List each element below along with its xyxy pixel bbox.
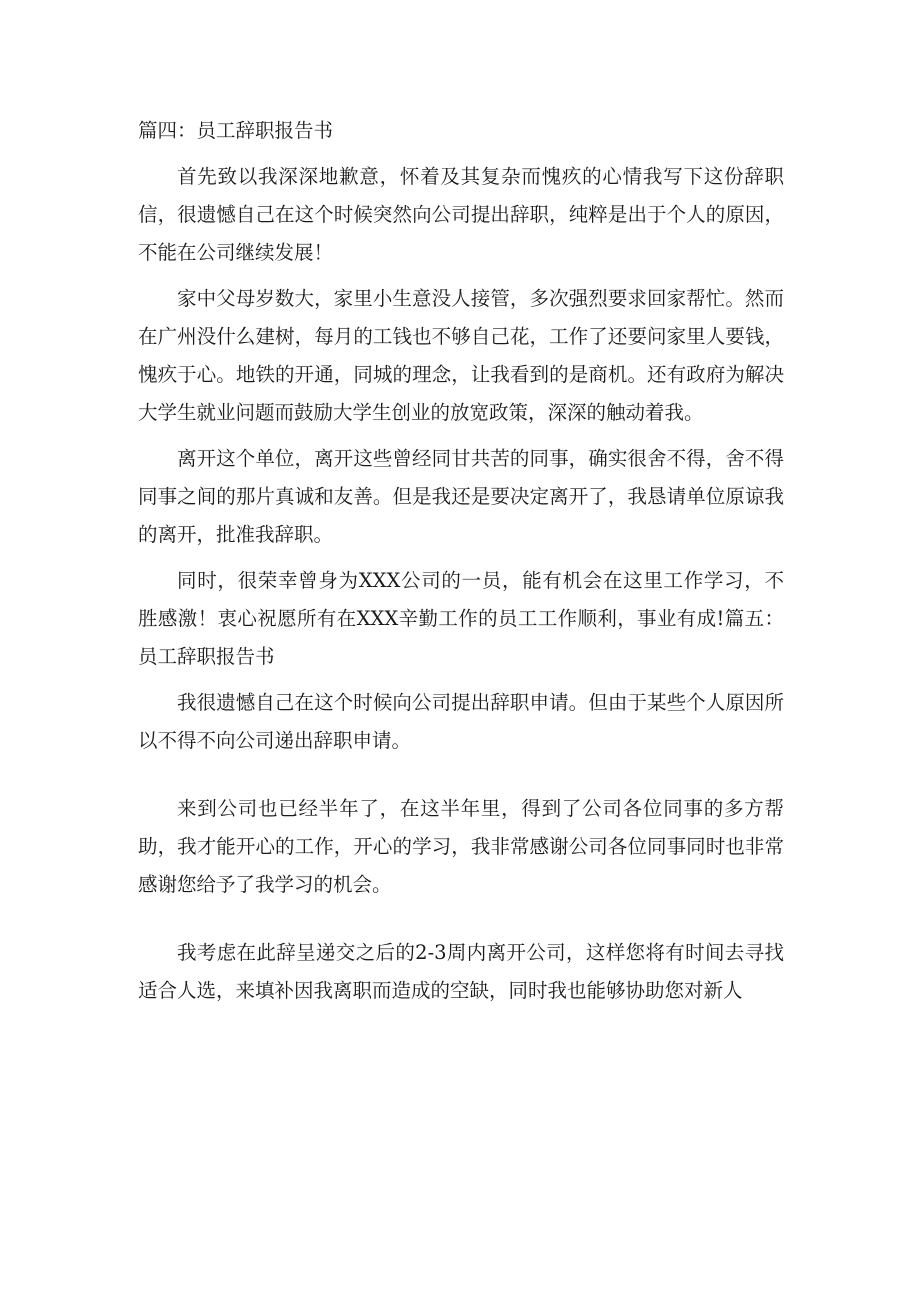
document-body <box>138 112 784 1010</box>
paragraph-gratitude: 同时，很荣幸曾身为XXX公司的一员，能有机会在这里工作学习，不胜感激！衷心祝愿所有在XXX辛勤工作的员工工作顺利，事业有成!篇五：员工辞职报告书 <box>138 569 784 668</box>
section-heading: 篇四：员工辞职报告书 <box>138 119 334 142</box>
paragraph-handover: 我考虑在此辞呈递交之后的2-3周内离开公司，这样您将有时间去寻找适合人选，来填补因我离职而造成的空缺，同时我也能够协助您对新人 <box>138 941 784 1002</box>
paragraph-leaving-colleagues: 离开这个单位，离开这些曾经同甘共苦的同事，确实很舍不得，舍不得同事之间的那片真诚和友善。但是我还是要决定离开了，我恳请单位原谅我的离开，批准我辞职。 <box>138 447 784 546</box>
paragraph-half-year: 来到公司也已经半年了，在这半年里，得到了公司各位同事的多方帮助，我才能开心的工作，开心的学习，我非常感谢公司各位同事同时也非常感谢您给予了我学习的机会。 <box>138 797 784 896</box>
paragraph-apology: 首先致以我深深地歉意，怀着及其复杂而愧疚的心情我写下这份辞职信，很遗憾自己在这个时候突然向公司提出辞职，纯粹是出于个人的原因，不能在公司继续发展！ <box>138 165 784 264</box>
paragraph-resignation-request: 我很遗憾自己在这个时候向公司提出辞职申请。但由于某些个人原因所以不得不向公司递出辞职申请。 <box>138 691 784 752</box>
paragraph-family-reason: 家中父母岁数大，家里小生意没人接管，多次强烈要求回家帮忙。然而在广州没什么建树，每月的工钱也不够自己花，工作了还要问家里人要钱，愧疚于心。地铁的开通，同城的理念，让我看到的是商机。还有政府为解决大学生就业问题而鼓励大学生创业的放宽政策，深深的触动着我。 <box>138 287 784 424</box>
